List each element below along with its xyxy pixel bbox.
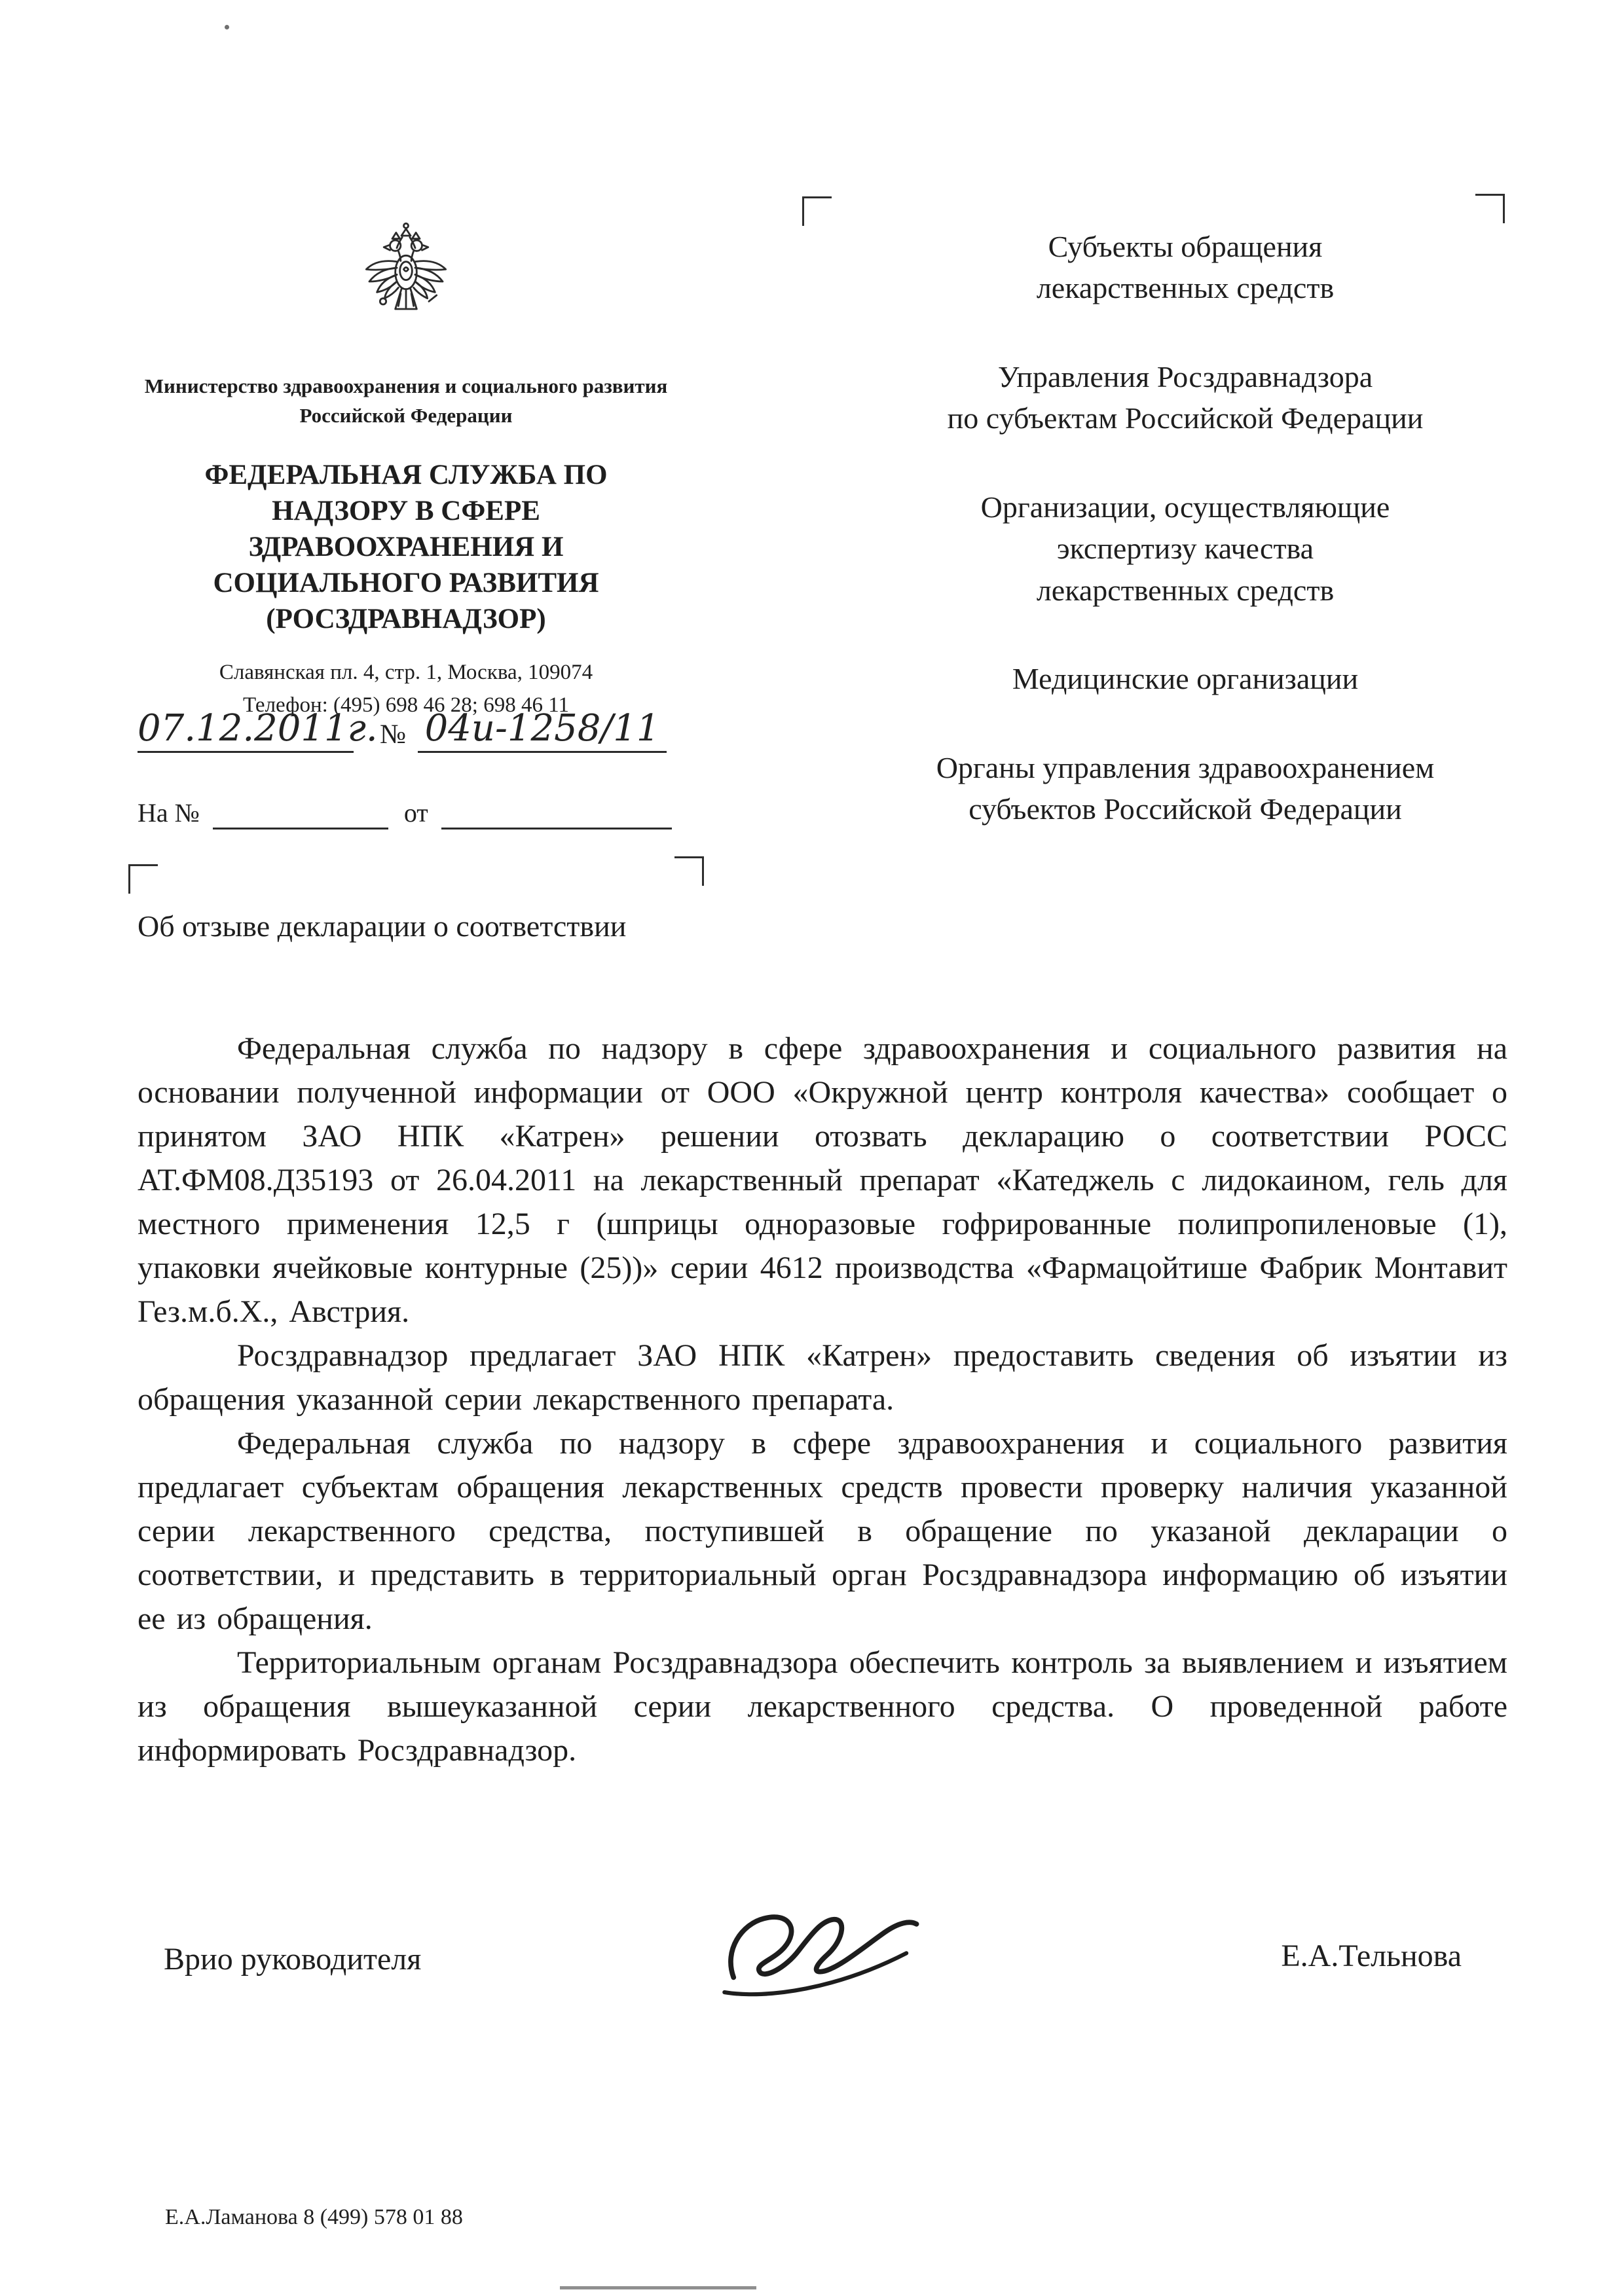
body-paragraph: Росздравнадзор предлагает ЗАО НПК «Катрен» предоставить сведения об изъятии из обращения указанной серии лекарственного препарата. xyxy=(138,1338,1507,1417)
recipient-line: Управления Росздравнадзора xyxy=(997,359,1373,393)
recipient-line: Субъекты обращения xyxy=(1048,230,1323,263)
recipient-item xyxy=(871,658,1500,699)
number-sign: № xyxy=(380,720,407,750)
body-paragraph: Федеральная служба по надзору в сфере здравоохранения и социального развития предлагает субъектам обращения лекарственных средств провести проверку наличия указанной серии лекарственного средства, поступившей в обращение по указаной декларации о соответствии, и представить в территориальный орган Росздравнадзора информацию об изъятии ее из обращения. xyxy=(138,1426,1507,1636)
recipient-line: субъектов Российской Федерации xyxy=(969,792,1402,826)
recipient-line: экспертизу качества xyxy=(1056,532,1314,566)
recipient-item xyxy=(871,747,1500,830)
executor-contact: Е.А.Ламанова 8 (499) 578 01 88 xyxy=(165,2205,463,2229)
recipient-line: по субъектам Российской Федерации xyxy=(947,401,1424,435)
recipient-item xyxy=(871,486,1500,611)
recipient-line: Организации, осуществляющие xyxy=(980,490,1390,524)
recipient-item xyxy=(871,226,1500,309)
ministry-name: Министерство здравоохранения и социального развития Российской Федерации xyxy=(144,374,668,427)
corner-mark-mid-right xyxy=(674,856,704,886)
recipient-line: лекарственных средств xyxy=(1036,573,1335,607)
reply-number-blank xyxy=(213,797,388,829)
recipients-list xyxy=(871,226,1500,877)
service-name: ФЕДЕРАЛЬНАЯ СЛУЖБА ПО НАДЗОРУ В СФЕРЕ ЗДРАВООХРАНЕНИЯ И СОЦИАЛЬНОГО РАЗВИТИЯ (РОСЗДРАВНАДЗОР) xyxy=(204,459,608,634)
letter-body xyxy=(138,1027,1507,1772)
reply-from-label: от xyxy=(403,798,428,828)
phone-line: Телефон: (495) 698 46 28; 698 46 11 xyxy=(243,693,569,717)
body-paragraph: Территориальным органам Росздравнадзора обеспечить контроль за выявлением и изъятием из обращения вышеуказанной серии лекарственного средства. О проведенной работе информировать Росздравнадзор. xyxy=(138,1645,1507,1768)
recipient-line: Медицинские организации xyxy=(1012,662,1359,696)
outgoing-number-handwritten: 04и-1258/11 xyxy=(424,707,660,750)
outgoing-date-handwritten: 07.12.2011г. xyxy=(138,707,378,750)
letterhead xyxy=(131,216,681,721)
recipient-line: лекарственных средств xyxy=(1036,271,1335,305)
reference-row xyxy=(138,707,727,753)
reply-date-blank xyxy=(441,797,672,829)
address-line: Славянская пл. 4, стр. 1, Москва, 109074 xyxy=(219,661,593,685)
coat-of-arms-icon xyxy=(131,216,681,347)
outgoing-number-field xyxy=(418,707,667,753)
signatory-position: Врио руководителя xyxy=(164,1942,422,1977)
outgoing-date-field xyxy=(138,707,378,753)
recipient-item xyxy=(871,356,1500,439)
scan-artifact xyxy=(560,2286,756,2289)
corner-mark-top-right xyxy=(1475,194,1505,223)
signatory-name: Е.А.Тельнова xyxy=(1281,1939,1462,1973)
reply-prefix-label: На № xyxy=(138,798,200,828)
recipient-line: Органы управления здравоохранением xyxy=(936,750,1435,784)
reply-reference-row xyxy=(138,797,727,829)
body-paragraph: Федеральная служба по надзору в сфере здравоохранения и социального развития на основании полученной информации от ООО «Окружной центр контроля качества» сообщает о принятом ЗАО НПК «Катрен» решении отозвать декларацию о соответствии РОСС АТ.ФМ08.Д35193 от 26.04.2011 на лекарственный препарат «Катеджель с лидокаином, гель для местного применения 12,5 г (шприцы одноразовые гофрированные полипропиленовые (1), упаковки ячейковые контурные (25))» серии 4612 производства «Фармацойтише Фабрик Монтавит Гез.м.б.Х., Австрия. xyxy=(138,1031,1507,1329)
corner-mark-mid-left xyxy=(128,864,158,894)
scan-speck xyxy=(225,25,229,29)
corner-mark-top-left xyxy=(802,196,832,226)
signature-icon xyxy=(710,1884,940,2018)
subject-line: Об отзыве декларации о соответствии xyxy=(138,909,627,943)
